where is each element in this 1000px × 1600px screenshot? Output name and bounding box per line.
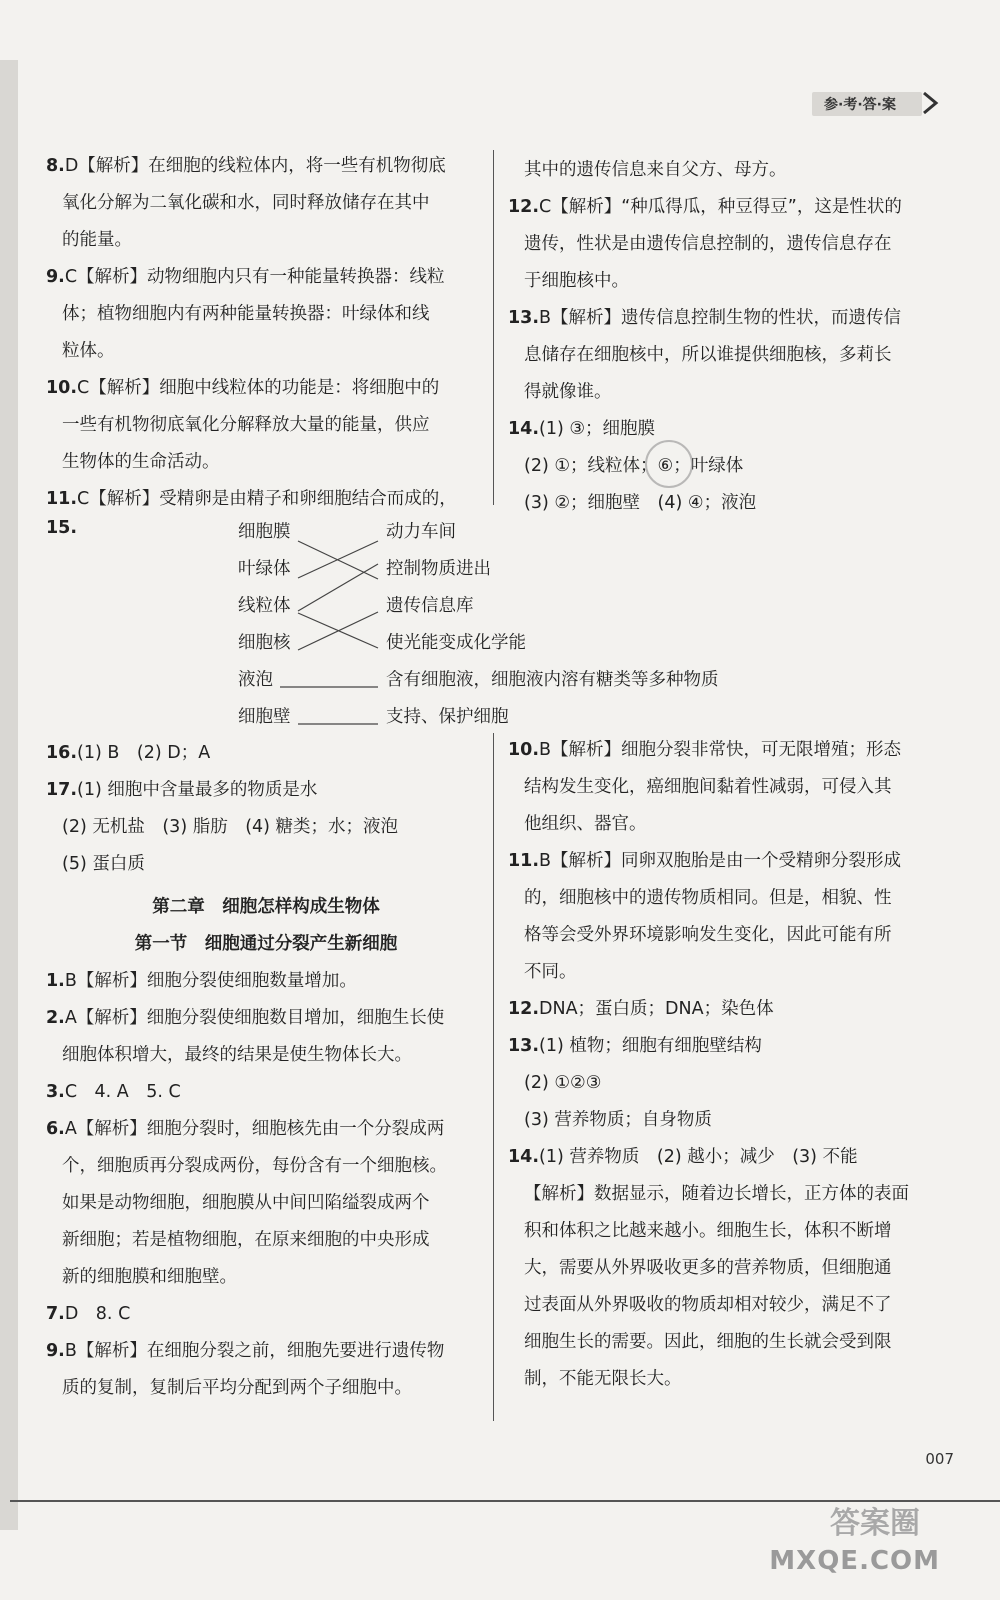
answer-text: (1) ③；细胞膜 [539,419,656,439]
answer-text: 生物体的生命活动。 [62,452,220,472]
answer-line [508,954,948,991]
answer-line [46,1000,486,1037]
answer-text: 遗传，性状是由遗传信息控制的，遗传信息存在 [524,234,892,254]
answer-text: B【解析】在细胞分裂之前，细胞先要进行遗传物 [64,1341,445,1361]
answer-text: (1) B (2) D；A [77,743,211,763]
question-number: 11. [508,851,540,871]
answer-text: 他组织、器官。 [524,814,647,834]
answer-text: 新的细胞膜和细胞壁。 [62,1267,237,1287]
answer-line [508,991,948,1028]
right-column-bottom [508,732,948,1398]
match-left-item: 细胞膜 [238,522,291,542]
answer-text: 新细胞；若是植物细胞，在原来细胞的中央形成 [62,1230,430,1250]
question-15-number: 15. [46,518,78,538]
question-number: 13. [508,1036,540,1056]
answer-text: 体；植物细胞内有两种能量转换器：叶绿体和线 [62,304,430,324]
answer-text: C【解析】“种瓜得瓜，种豆得豆”，这是性状的 [539,197,902,217]
question-number: 12. [508,197,540,217]
question-number: 17. [46,780,78,800]
answer-text: 格等会受外界环境影响发生变化，因此可能有所 [524,925,892,945]
answer-text: 【解析】数据显示，随着边长增长，正方体的表面 [524,1184,909,1204]
answer-text: C【解析】受精卵是由精子和卵细胞结合而成的， [77,489,457,509]
answer-text: 制，不能无限长大。 [524,1369,682,1389]
answer-line [46,963,486,1000]
chapter-title: 第二章 细胞怎样构成生物体 [152,897,380,917]
answer-line [508,880,948,917]
question-number: 6. [46,1119,65,1139]
header-tag: 参·考·答·案 [812,92,922,116]
match-left-item: 细胞核 [238,633,291,653]
answer-text: (2) ①；线粒体；⑥；叶绿体 [524,456,744,476]
answer-text: 于细胞核中。 [524,271,629,291]
question-number: 2. [46,1008,65,1028]
answer-text: 一些有机物彻底氧化分解释放大量的能量，供应 [62,415,430,435]
answer-text: A【解析】细胞分裂使细胞数目增加，细胞生长使 [64,1008,445,1028]
match-right-item: 使光能变成化学能 [386,633,526,653]
answer-text: (2) 无机盐 (3) 脂肪 (4) 糖类；水；液泡 [62,817,399,837]
answer-text: 质的复制，复制后平均分配到两个子细胞中。 [62,1378,412,1398]
answer-line [508,917,948,954]
answer-text: B【解析】细胞分裂使细胞数量增加。 [64,971,357,991]
answer-line [508,1287,948,1324]
answer-line [46,1296,486,1333]
answer-line [508,843,948,880]
answer-text: B【解析】细胞分裂非常快，可无限增殖；形态 [539,740,902,760]
answer-line [508,1361,948,1398]
question-number: 10. [508,740,540,760]
question-number: 14. [508,1147,540,1167]
answer-line [46,846,486,883]
answer-text: B【解析】遗传信息控制生物的性状，而遗传信 [539,308,902,328]
answer-text: 结构发生变化，癌细胞间黏着性减弱，可侵入其 [524,777,892,797]
column-divider [493,733,494,1421]
answer-line [46,1222,486,1259]
question-number: 10. [46,378,78,398]
answer-line [508,806,948,843]
answer-line [46,1259,486,1296]
answer-text: C【解析】动物细胞内只有一种能量转换器：线粒 [64,267,445,287]
answer-text: 细胞生长的需要。因此，细胞的生长就会受到限 [524,1332,892,1352]
answer-line [46,1074,486,1111]
answer-text: D 8. C [64,1304,131,1324]
question-number: 16. [46,743,78,763]
answer-line [508,1250,948,1287]
answer-line [46,735,486,772]
answer-line [46,1037,486,1074]
question-number: 9. [46,267,65,287]
answer-text: 其中的遗传信息来自父方、母方。 [524,160,787,180]
match-right-item: 动力车间 [386,522,456,542]
answer-text: D【解析】在细胞的线粒体内，将一些有机物彻底 [64,156,446,176]
match-right-item: 遗传信息库 [386,596,474,616]
answer-line [508,1176,948,1213]
question-number: 3. [46,1082,65,1102]
answer-text: 不同。 [524,962,577,982]
answer-text: 如果是动物细胞，细胞膜从中间凹陷缢裂成两个 [62,1193,430,1213]
watermark-text: MXQE.COM [769,1546,940,1576]
answer-line [46,1333,486,1370]
answer-text: DNA；蛋白质；DNA；染色体 [539,999,774,1019]
answer-text: 粒体。 [62,341,115,361]
answer-line [508,732,948,769]
answer-text: (1) 细胞中含量最多的物质是水 [77,780,318,800]
answer-line [508,769,948,806]
answer-text: A【解析】细胞分裂时，细胞核先由一个分裂成两 [64,1119,445,1139]
answer-text: C【解析】细胞中线粒体的功能是：将细胞中的 [77,378,440,398]
answer-text: 积和体积之比越来越小。细胞生长，体积不断增 [524,1221,892,1241]
answer-line [46,809,486,846]
watermark-logo: 答案圈 [830,1506,920,1541]
match-left-item: 液泡 [238,670,273,690]
answer-text: 的能量。 [62,230,132,250]
question-number: 13. [508,308,540,328]
match-left-item: 线粒体 [238,596,291,616]
question-number: 9. [46,1341,65,1361]
answer-text: 细胞体积增大，最终的结果是使生物体长大。 [62,1045,412,1065]
match-right-item: 控制物质进出 [386,559,491,579]
match-right-item: 含有细胞液，细胞液内溶有糖类等多种物质 [386,670,719,690]
question-number: 14. [508,419,540,439]
match-right-item: 支持、保护细胞 [386,707,509,727]
answer-text: 氧化分解为二氧化碳和水，同时释放储存在其中 [62,193,430,213]
answer-text: 得就像谁。 [524,382,612,402]
answer-line [508,1213,948,1250]
answer-line [46,1370,486,1407]
answer-text: (3) 营养物质；自身物质 [524,1110,712,1130]
answer-text: (3) ②；细胞壁 (4) ④；液泡 [524,493,757,513]
answer-text: (5) 蛋白质 [62,854,145,874]
page-number: 007 [925,1450,954,1468]
answer-text: 息储存在细胞核中，所以谁提供细胞核，多莉长 [524,345,892,365]
answer-text: 个，细胞质再分裂成两份，每份含有一个细胞核。 [62,1156,447,1176]
answer-line [508,1324,948,1361]
question-number: 1. [46,971,65,991]
answer-text: 的，细胞核中的遗传物质相同。但是，相貌、性 [524,888,892,908]
question-number: 7. [46,1304,65,1324]
answer-text: B【解析】同卵双胞胎是由一个受精卵分裂形成 [539,851,902,871]
left-column-bottom [46,735,486,1407]
answer-line [508,1102,948,1139]
matching-diagram [0,0,1000,740]
answer-text: 过表面从外界吸收的物质却相对较少，满足不了 [524,1295,892,1315]
match-left-item: 细胞壁 [238,707,291,727]
answer-line [46,1148,486,1185]
question-number: 8. [46,156,65,176]
answer-line [46,1185,486,1222]
answer-line [46,772,486,809]
answer-text: C 4. A 5. C [64,1082,181,1102]
answer-line [46,1111,486,1148]
answer-text: (2) ①②③ [524,1073,602,1093]
question-number: 11. [46,489,78,509]
question-number: 12. [508,999,540,1019]
match-left-item: 叶绿体 [238,559,291,579]
section-title: 第一节 细胞通过分裂产生新细胞 [134,934,398,954]
answer-text: (1) 营养物质 (2) 越小；减少 (3) 不能 [539,1147,858,1167]
answer-line [508,1028,948,1065]
answer-line [508,1065,948,1102]
answer-text: (1) 植物；细胞有细胞壁结构 [539,1036,762,1056]
answer-text: 大，需要从外界吸收更多的营养物质，但细胞通 [524,1258,892,1278]
answer-line [508,1139,948,1176]
